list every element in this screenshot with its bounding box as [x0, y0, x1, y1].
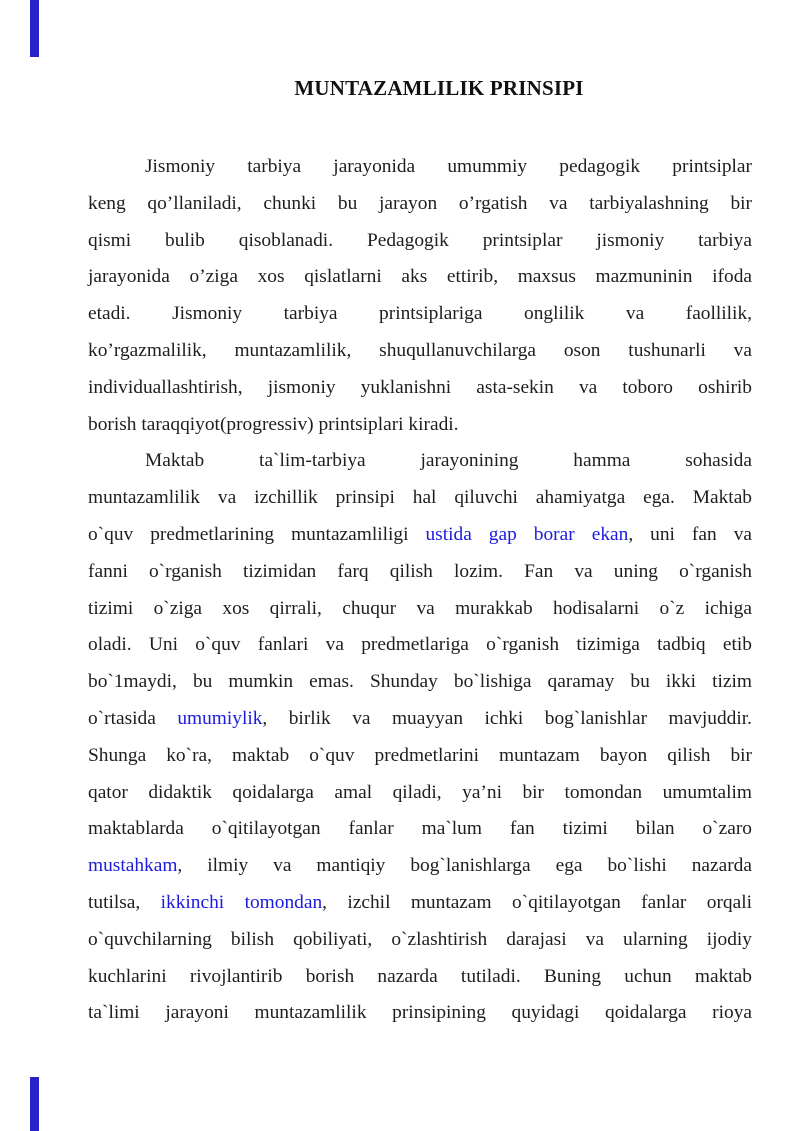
text-segment: Shunga ko`ra, maktab o`quv predmetlarini muntazam bayon qilish bir: [88, 744, 752, 766]
text-line: [88, 223, 752, 260]
text-segment: , ilmiy va mantiqiy bog`lanishlarga ega bo`lishi nazarda: [177, 855, 752, 877]
text-segment: qismi bulib qisoblanadi. Pedagogik printsiplar jismoniy tarbiya: [88, 229, 752, 251]
text-segment: fanni o`rganish tizimidan farq qilish lozim. Fan va uning o`rganish: [88, 560, 752, 582]
text-line: [88, 186, 752, 223]
text-segment: jarayonida o’ziga xos qislatlarni aks ettirib, maxsus mazmuninin ifoda: [88, 266, 752, 288]
text-segment: Maktab ta`lim-tarbiya jarayonining hamma sohasida: [145, 450, 752, 472]
text-line: [88, 554, 752, 591]
paragraph: [88, 149, 752, 443]
text-line: [88, 443, 752, 480]
link-text[interactable]: umumiylik: [177, 707, 263, 729]
text-segment: kuchlarini rivojlantirib borish nazarda tutiladi. Buning uchun maktab: [88, 965, 752, 987]
text-line: [88, 701, 752, 738]
text-line: [88, 922, 752, 959]
paragraph: [88, 443, 752, 1032]
link-text[interactable]: ustida gap borar ekan: [425, 523, 629, 545]
text-segment: , birlik va muayyan ichki bog`lanishlar mavjuddir.: [262, 707, 753, 729]
text-line: [88, 591, 752, 628]
text-segment: keng qo’llaniladi, chunki bu jarayon o’rgatish va tarbiyalashning bir: [88, 192, 752, 214]
text-line: [88, 517, 752, 554]
text-segment: maktablarda o`qitilayotgan fanlar ma`lum fan tizimi bilan o`zaro: [88, 818, 752, 840]
text-line: [88, 259, 752, 296]
link-text[interactable]: ikkinchi tomondan: [160, 891, 323, 913]
text-segment: borish taraqqiyot(progressiv) printsiplari kiradi.: [88, 413, 459, 435]
text-segment: o`quvchilarning bilish qobiliyati, o`zlashtirish darajasi va ularning ijodiy: [88, 928, 752, 950]
text-line: [88, 848, 752, 885]
text-segment: qator didaktik qoidalarga amal qiladi, ya’ni bir tomondan umumtalim: [88, 781, 752, 803]
text-segment: individuallashtirish, jismoniy yuklanishni asta-sekin va toboro oshirib: [88, 376, 752, 398]
text-line: [88, 407, 752, 444]
left-edge-border-top: [30, 0, 39, 57]
text-segment: Jismoniy tarbiya jarayonida umummiy pedagogik printsiplar: [145, 156, 752, 177]
text-segment: , uni fan va: [628, 523, 752, 545]
text-line: [88, 370, 752, 407]
text-segment: tutilsa,: [88, 891, 161, 913]
link-text[interactable]: mustahkam: [88, 855, 178, 877]
text-line: [88, 738, 752, 775]
text-segment: tizimi o`ziga xos qirrali, chuqur va murakkab hodisalarni o`z ichiga: [88, 597, 752, 619]
text-line: [88, 296, 752, 333]
text-segment: o`rtasida: [88, 707, 178, 729]
text-line: [88, 333, 752, 370]
text-line: [88, 959, 752, 996]
text-segment: ta`limi jarayoni muntazamlilik prinsipining quyidagi qoidalarga rioya: [88, 1002, 752, 1024]
text-segment: ko’rgazmalilik, muntazamlilik, shuqullanuvchilarga oson tushunarli va: [88, 339, 752, 361]
text-line: [88, 811, 752, 848]
text-line: [88, 149, 752, 186]
left-edge-border-bottom: [30, 1077, 39, 1131]
text-line: [88, 995, 752, 1032]
text-segment: o`quv predmetlarining muntazamliligi: [88, 523, 426, 545]
page-title: MUNTAZAMLILIK PRINSIPI: [294, 76, 584, 100]
text-segment: etadi. Jismoniy tarbiya printsiplariga onglilik va faollilik,: [88, 303, 752, 325]
text-line: [88, 775, 752, 812]
text-line: [88, 480, 752, 517]
text-line: [88, 627, 752, 664]
text-segment: , izchil muntazam o`qitilayotgan fanlar orqali: [322, 891, 753, 913]
text-segment: muntazamlilik va izchillik prinsipi hal qiluvchi ahamiyatga ega. Maktab: [88, 487, 752, 509]
text-segment: bo`1maydi, bu mumkin emas. Shunday bo`lishiga qaramay bu ikki tizim: [88, 671, 752, 693]
text-line: [88, 664, 752, 701]
text-line: [88, 885, 752, 922]
text-segment: oladi. Uni o`quv fanlari va predmetlariga o`rganish tizimiga tadbiq etib: [88, 634, 752, 656]
document-body: [88, 149, 752, 1032]
